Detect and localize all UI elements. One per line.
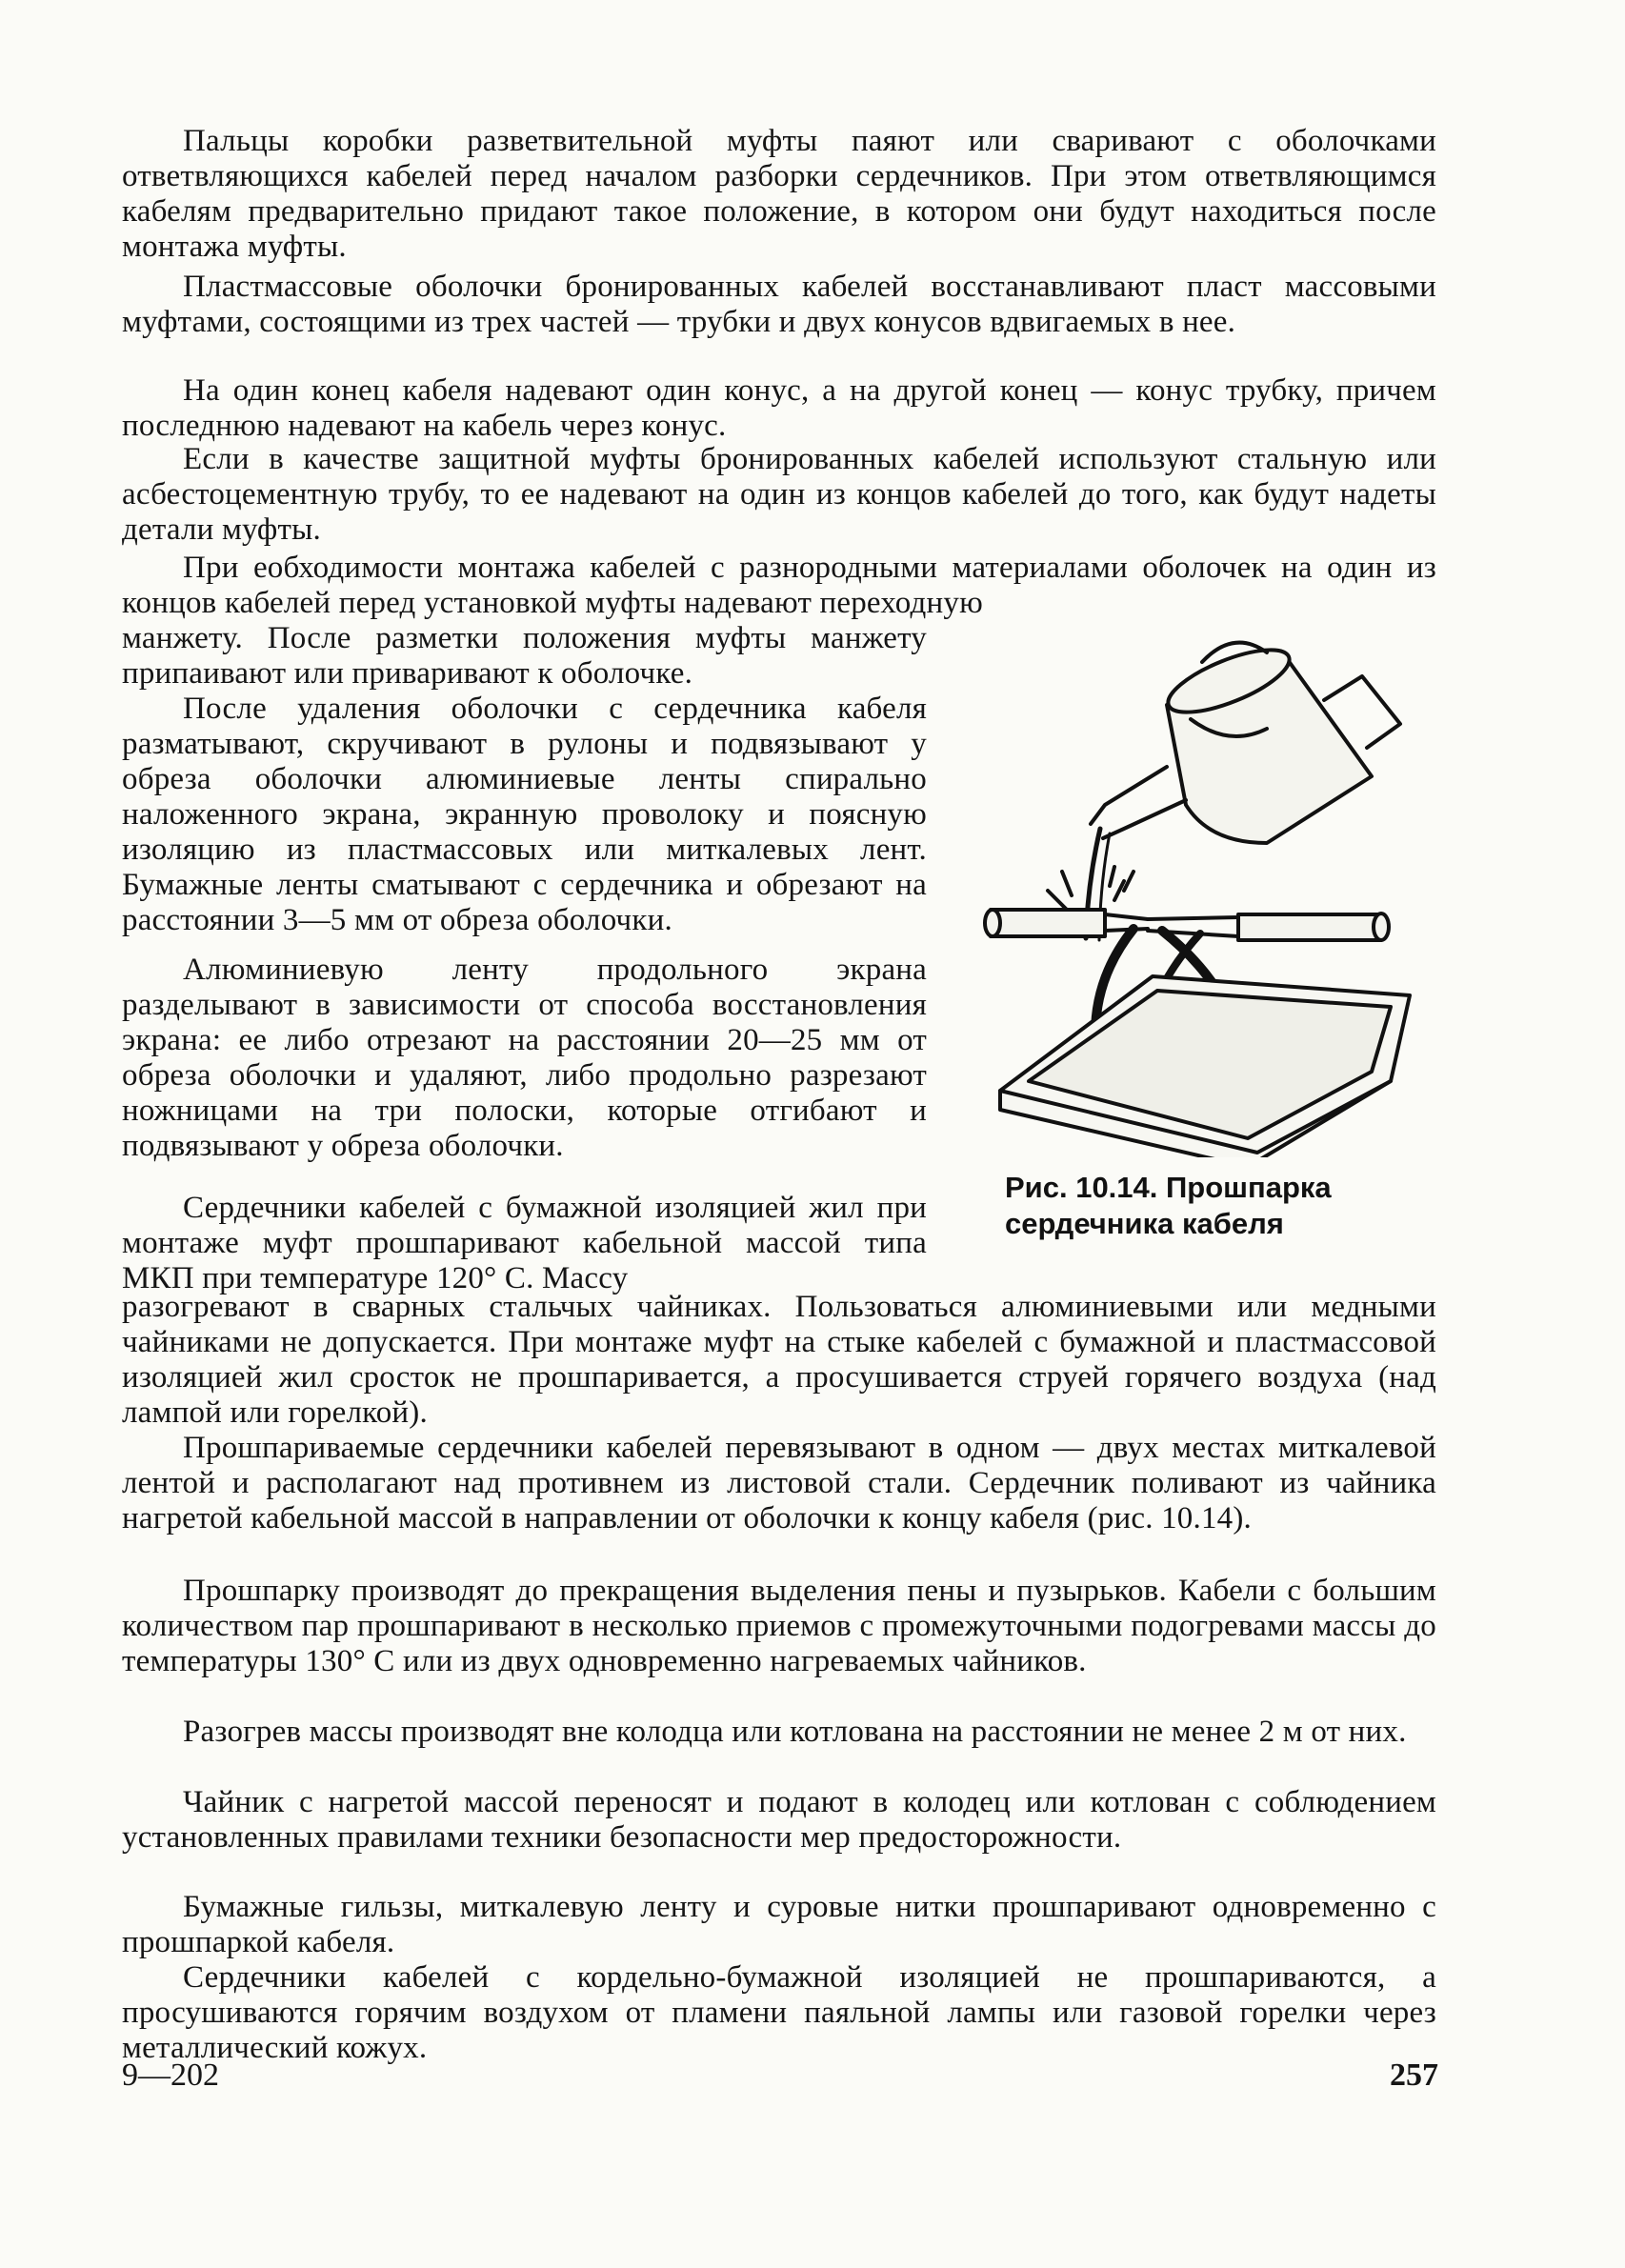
figure-caption — [1005, 1170, 1443, 1242]
paragraph-4: Если в качестве защитной муфты бронированных кабелей используют стальную или асбестоцементную трубу, то ее надевают на один из концов кабелей до того, как будут надеты детали муфты. — [122, 442, 1436, 547]
paragraph-11: Разогрев массы производят вне колодца или котлована на расстоянии не менее 2 м от них. — [183, 1715, 1407, 1749]
page-number: 257 — [1390, 2057, 1438, 2093]
paragraph-5: При еобходимости монтажа кабелей с разнородными материалами оболочек на один из концов кабелей перед установкой муфты надевают переходную — [122, 551, 1436, 620]
paragraph-5-continued: манжету. После разметки положения муфты манжету припаивают или приваривают к оболочке. — [122, 621, 927, 691]
paragraph-2: Пластмассовые оболочки бронированных кабелей восстанавливают пласт массовыми муфтами, состоящими из трех частей — трубки и двух конусов вдвигаемых в нее. — [122, 270, 1436, 339]
paragraph-3: На один конец кабеля надевают один конус, а на другой конец — конус трубку, причем последнюю надевают на кабель через конус. — [122, 373, 1436, 443]
paragraph-6: После удаления оболочки с сердечника кабеля разматывают, скручивают в рулоны и подвязывают у обреза оболочки алюминиевые ленты спирально наложенного экрана, экранную проволоку и поясную изоляцию из пластмассовых или миткалевых лент. Бумажные ленты сматывают с сердечника и обрезают на расстоянии 3—5 мм от обреза оболочки. — [122, 692, 927, 937]
paragraph-8: Сердечники кабелей с бумажной изоляцией жил при монтаже муфт прошпаривают кабельной массой типа МКП при температуре 120° С. Массу — [122, 1191, 927, 1295]
paragraph-9: Прошпариваемые сердечники кабелей перевязывают в одном — двух местах миткалевой лентой и располагают над противнем из листовой стали. Сердечник поливают из чайника нагретой кабельной массой в направлении от оболочки к концу кабеля (рис. 10.14). — [122, 1431, 1436, 1535]
figure-caption-line1: Рис. 10.14. Прошпарка — [1005, 1171, 1332, 1204]
paragraph-14: Сердечники кабелей с кордельно-бумажной изоляцией не прошпариваются, а просушиваются горячим воздухом от пламени паяльной лампы или газовой горелки через металлический кожух. — [122, 1960, 1436, 2065]
paragraph-1: Пальцы коробки разветвительной муфты паяют или сваривают с оболочками ответвляющихся кабелей перед началом разборки сердечников. При этом ответвляющимся кабелям предварительно придают такое положение, в котором они будут находиться после монтажа муфты. — [122, 124, 1436, 264]
figure-cable-scalding — [981, 633, 1438, 1157]
signature-mark: 9—202 — [122, 2057, 219, 2093]
figure-caption-line2: сердечника кабеля — [1005, 1207, 1284, 1240]
paragraph-12: Чайник с нагретой массой переносят и подают в колодец или котлован с соблюдением установленных правилами техники безопасности мер предосторожности. — [122, 1785, 1436, 1855]
kettle-pouring-illustration — [981, 633, 1438, 1157]
paragraph-7: Алюминиевую ленту продольного экрана разделывают в зависимости от способа восстановления экрана: ее либо отрезают на расстоянии 20—25 мм от обреза оболочки и удаляют, либо продольно разрезают ножницами на три полоски, которые отгибают и подвязывают у обреза оболочки. — [122, 953, 927, 1163]
paragraph-13: Бумажные гильзы, миткалевую ленту и суровые нитки прошпаривают одновременно с прошпаркой кабеля. — [122, 1890, 1436, 1959]
paragraph-10: Прошпарку производят до прекращения выделения пены и пузырьков. Кабели с большим количеством пар прошпаривают в несколько приемов с промежуточными подогревами массы до температуры 130° С или из двух одновременно нагреваемых чайников. — [122, 1574, 1436, 1678]
paragraph-8-continued: разогревают в сварных стальчых чайниках. Пользоваться алюминиевыми или медными чайниками не допускается. При монтаже муфт на стыке кабелей с бумажной и пластмассовой изоляцией жил сросток не прошпаривается, а просушивается струей горячего воздуха (над лампой или горелкой). — [122, 1290, 1436, 1430]
